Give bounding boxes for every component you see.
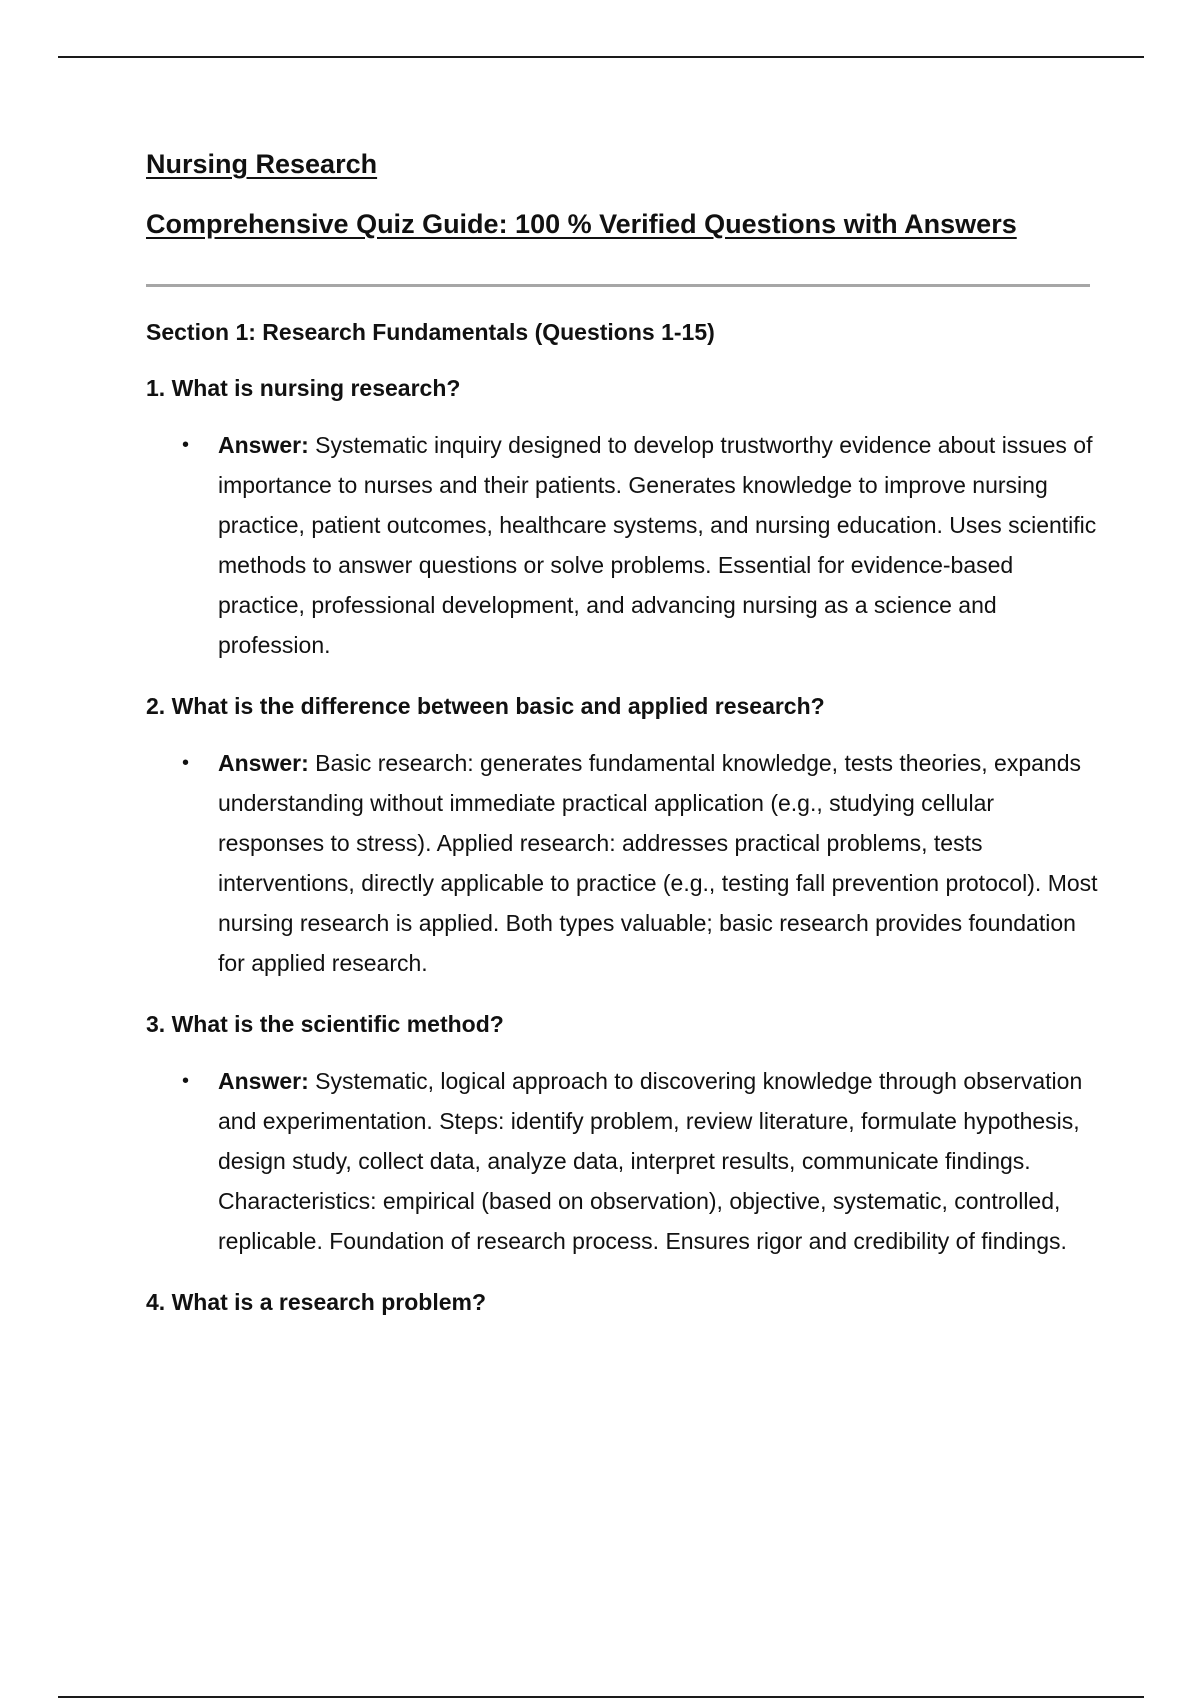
question-1: 1. What is nursing research?	[146, 375, 461, 401]
question-3: 3. What is the scientific method?	[146, 1011, 504, 1037]
question-4: 4. What is a research problem?	[146, 1289, 487, 1315]
section-divider	[146, 284, 1090, 287]
answer-label: Answer:	[218, 432, 309, 458]
answer-text: Basic research: generates fundamental knowledge, tests theories, expands understanding without immediate practical application (e.g., studying cellular responses to stress). Applied research: addresses practical problems, tests interventions, directly applicable to practice (e.g., testing fall prevention protocol). Most nursing research is applied. Both types valuable; basic research provides foundation for applied research.	[218, 750, 1098, 976]
question-2: 2. What is the difference between basic and applied research?	[146, 693, 825, 719]
document-title: Nursing Research	[146, 149, 378, 179]
section-heading: Section 1: Research Fundamentals (Questions 1-15)	[146, 319, 715, 345]
document-subtitle: Comprehensive Quiz Guide: 100 % Verified Questions with Answers	[146, 209, 1017, 239]
answer-2	[146, 743, 1106, 983]
bullet-icon: •	[182, 434, 190, 456]
answer-list-1	[146, 425, 1106, 665]
footer-rule	[58, 1696, 1144, 1698]
answer-text: Systematic, logical approach to discovering knowledge through observation and experimentation. Steps: identify problem, review literature, formulate hypothesis, design study, collect data, analyze data, interpret results, communicate findings. Characteristics: empirical (based on observation), objective, systematic, controlled, replicable. Foundation of research process. Ensures rigor and credibility of findings.	[218, 1068, 1083, 1254]
bullet-icon: •	[182, 1070, 190, 1092]
answer-text: Systematic inquiry designed to develop trustworthy evidence about issues of importance to nurses and their patients. Generates knowledge to improve nursing practice, patient outcomes, healthcare systems, and nursing education. Uses scientific methods to answer questions or solve problems. Essential for evidence-based practice, professional development, and advancing nursing as a science and profession.	[218, 432, 1097, 658]
answer-label: Answer:	[218, 750, 309, 776]
header-rule	[58, 56, 1144, 58]
document-content	[146, 146, 1106, 1317]
answer-list-2	[146, 743, 1106, 983]
bullet-icon: •	[182, 752, 190, 774]
answer-list-3	[146, 1061, 1106, 1261]
answer-3	[146, 1061, 1106, 1261]
answer-label: Answer:	[218, 1068, 309, 1094]
answer-1	[146, 425, 1106, 665]
